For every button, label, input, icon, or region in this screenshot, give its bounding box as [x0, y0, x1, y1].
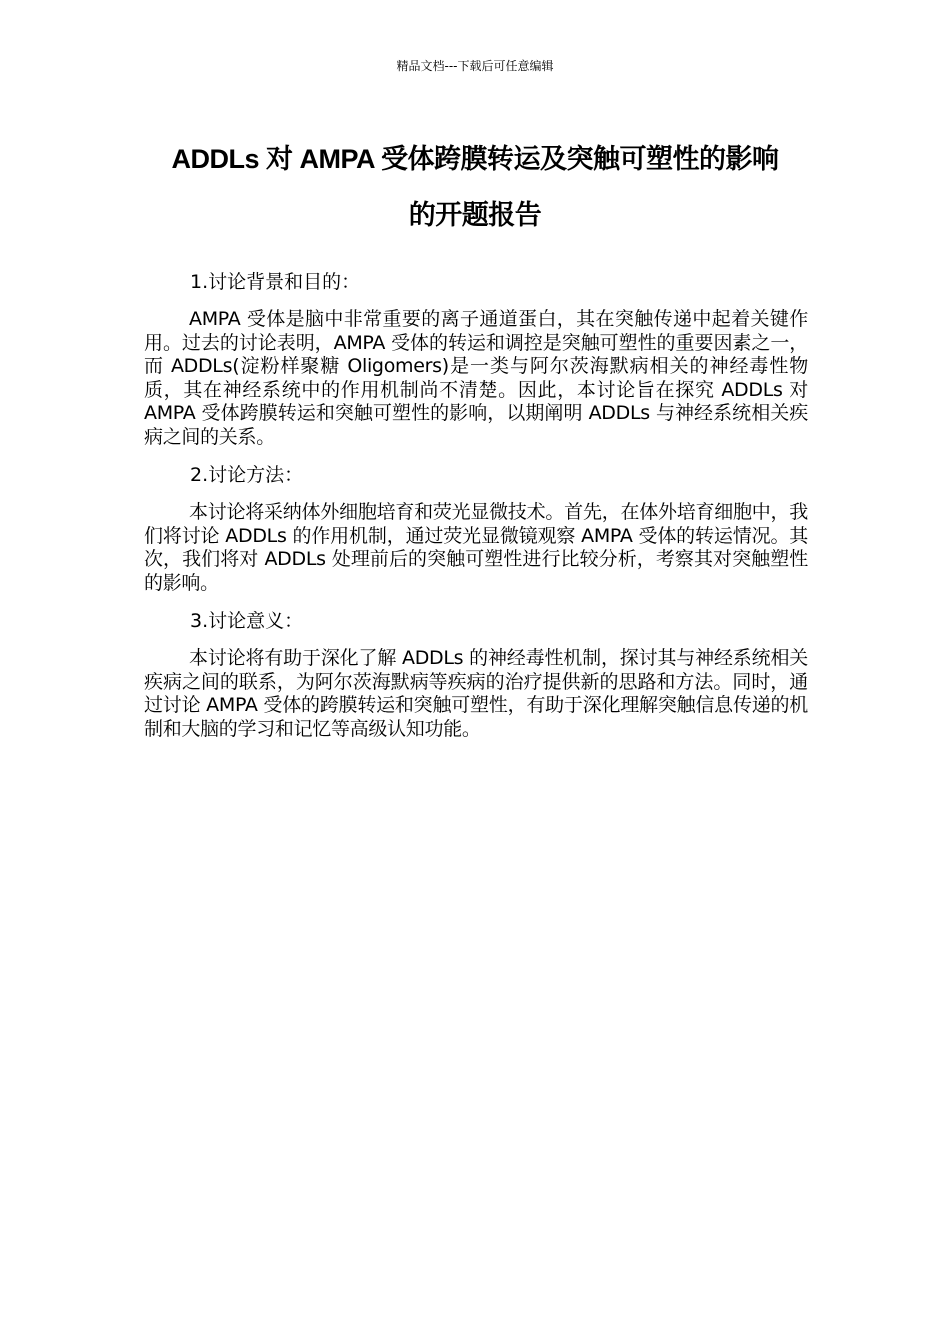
document-body: [144, 268, 808, 753]
page-header-note: 精品文档---下载后可任意编辑: [396, 59, 554, 73]
document-title: [100, 131, 850, 243]
section-paragraph-methods: 本讨论将采纳体外细胞培育和荧光显微技术。首先，在体外培育细胞中，我们将讨论 ADDLs 的作用机制，通过荧光显微镜观察 AMPA 受体的转运情况。其次，我们将对 ADDLs 处理前后的突触可塑性进行比较分析，考察其对突触塑性的影响。: [144, 501, 808, 594]
section-heading-methods: 2.讨论方法：: [190, 464, 304, 486]
section-heading-significance: 3.讨论意义：: [190, 610, 304, 632]
section-paragraph-significance: 本讨论将有助于深化了解 ADDLs 的神经毒性机制，探讨其与神经系统相关疾病之间的联系，为阿尔茨海默病等疾病的治疗提供新的思路和方法。同时，通过讨论 AMPA 受体的跨膜转运和突触可塑性，有助于深化理解突触信息传递的机制和大脑的学习和记忆等高级认知功能。: [144, 647, 808, 740]
section-paragraph-background: AMPA 受体是脑中非常重要的离子通道蛋白，其在突触传递中起着关键作用。过去的讨论表明，AMPA 受体的转运和调控是突触可塑性的重要因素之一，而 ADDLs(淀粉样聚糖 Oligomers)是一类与阿尔茨海默病相关的神经毒性物质，其在神经系统中的作用机制尚不清楚。因此，本讨论旨在探究 ADDLs 对 AMPA 受体跨膜转运和突触可塑性的影响，以期阐明 ADDLs 与神经系统相关疾病之间的关系。: [144, 308, 808, 448]
section-heading-background: 1.讨论背景和目的：: [190, 271, 361, 293]
title-line-2: 的开题报告: [408, 200, 542, 230]
title-line-1: ADDLs 对 AMPA 受体跨膜转运及突触可塑性的影响: [171, 144, 779, 174]
